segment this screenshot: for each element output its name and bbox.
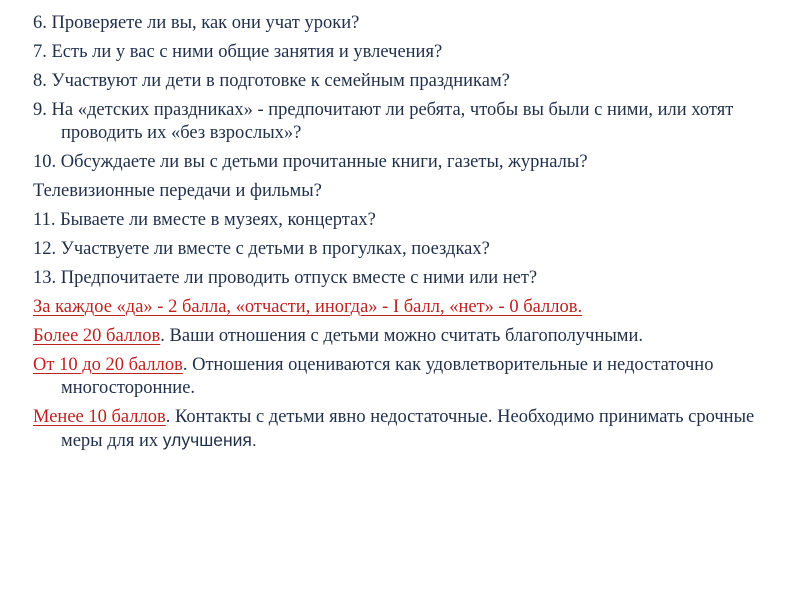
result-low-emphasis: улучшения. xyxy=(162,430,257,450)
result-high xyxy=(33,325,773,348)
question-10: 10. Обсуждаете ли вы с детьми прочитанные книги, газеты, журналы? xyxy=(33,152,588,172)
question-13: 13. Предпочитаете ли проводить отпуск вместе с ними или нет? xyxy=(33,268,538,288)
question-8: 8. Участвуют ли дети в подготовке к семейным праздникам? xyxy=(33,71,510,91)
question-10-continuation: Телевизионные передачи и фильмы? xyxy=(33,181,322,201)
scoring-rule: За каждое «да» - 2 балла, «отчасти, иногда» - I балл, «нет» - 0 баллов. xyxy=(33,297,583,317)
question-11: 11. Бываете ли вместе в музеях, концертах? xyxy=(33,210,376,230)
questionnaire-text xyxy=(33,12,773,459)
result-medium xyxy=(33,354,773,400)
question-6: 6. Проверяете ли вы, как они учат уроки? xyxy=(33,13,360,33)
result-low-range: Менее 10 баллов xyxy=(33,407,166,427)
result-medium-text: . Отношения оцениваются как удовлетворительные и недостаточно многосторонние. xyxy=(61,355,714,398)
result-low xyxy=(33,406,773,453)
result-low-text: . Контакты с детьми явно недостаточные. Необходимо принимать срочные меры для их xyxy=(61,407,755,451)
question-9: 9. На «детских праздниках» - предпочитают ли ребята, чтобы вы были с ними, или хотят проводить их «без взрослых»? xyxy=(33,100,734,143)
result-medium-range: От 10 до 20 баллов xyxy=(33,355,183,375)
question-7: 7. Есть ли у вас с ними общие занятия и увлечения? xyxy=(33,42,443,62)
result-high-text: . Ваши отношения с детьми можно считать благополучными. xyxy=(160,326,644,346)
question-12: 12. Участвуете ли вместе с детьми в прогулках, поездках? xyxy=(33,239,490,259)
result-high-range: Более 20 баллов xyxy=(33,326,161,346)
